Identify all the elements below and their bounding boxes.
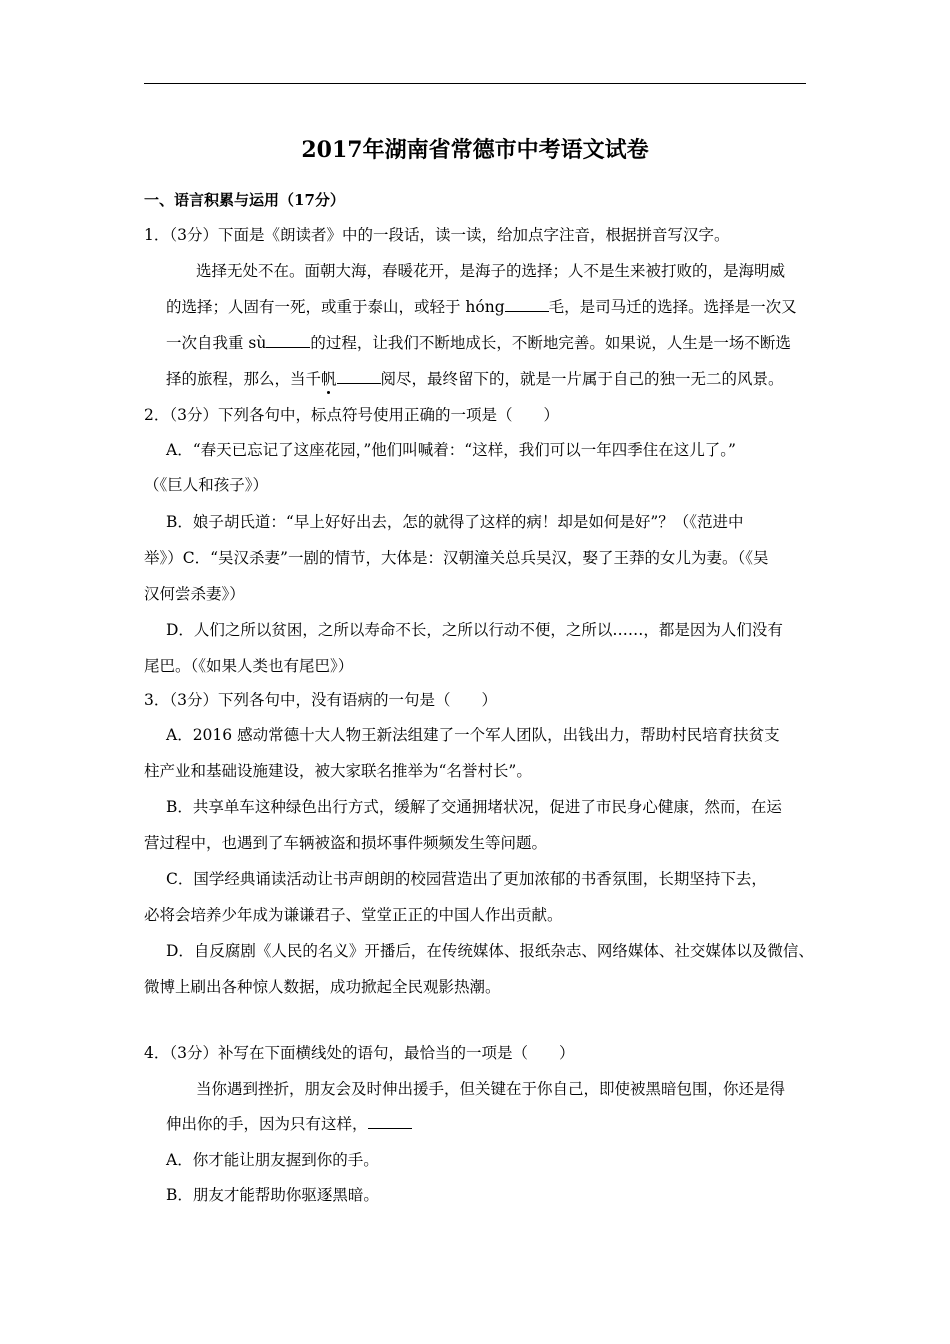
answer-blank[interactable]: [266, 333, 310, 348]
q2-option-d-cont: 尾巴。（《如果人类也有尾巴》）: [144, 657, 354, 675]
page-title: 2017年湖南省常德市中考语文试卷: [301, 137, 649, 163]
q3-stem: 3．（3分）下列各句中，没有语病的一句是（ ）: [144, 691, 497, 709]
q4-option-b: B．朋友才能帮助你驱逐黑暗。: [166, 1186, 379, 1204]
q1-passage-line: [166, 296, 797, 318]
q4-passage-line: [166, 1113, 412, 1135]
q4-stem: 4．（3分）补写在下面横线处的语句，最恰当的一项是（ ）: [144, 1044, 575, 1062]
q3-option-a: A．2016 感动常德十大人物王新法组建了一个军人团队，出钱出力，帮助村民培育扶贫支: [166, 726, 780, 744]
q3-option-d-cont: 微博上刷出各种惊人数据，成功掀起全民观影热潮。: [144, 978, 501, 996]
q1-passage-text: 择的旅程，那么，当千: [166, 370, 322, 388]
section-heading: 一、语言积累与运用（17分）: [144, 191, 345, 209]
q2-option-a-cont: （《巨人和孩子》）: [144, 476, 269, 494]
q2-option-b-cont: 举》）C．“吴汉杀妻”一剧的情节，大体是：汉朝潼关总兵吴汉，娶了王莽的女儿为妻。（《吴: [144, 549, 769, 567]
q1-stem: 1．（3分）下面是《朗读者》中的一段话，读一读，给加点字注音，根据拼音写汉字。: [144, 226, 730, 244]
q3-option-b-cont: 营过程中，也遇到了车辆被盗和损坏事件频频发生等问题。: [144, 834, 548, 852]
q1-passage-text: 一次自我重 sù: [166, 334, 267, 352]
q4-passage-line: 当你遇到挫折，朋友会及时伸出援手，但关键在于你自己，即使被黑暗包围，你还是得: [196, 1080, 786, 1098]
header-rule: [144, 83, 806, 84]
q2-option-b: B．娘子胡氏道：“早上好好出去，怎的就得了这样的病！却是如何是好”？（《范进中: [166, 513, 744, 531]
q2-option-a: A．“春天已忘记了这座花园，”他们叫喊着：“这样，我们可以一年四季住在这儿了。”: [166, 441, 736, 459]
answer-blank[interactable]: [368, 1114, 412, 1129]
q2-stem: 2．（3分）下列各句中，标点符号使用正确的一项是（ ）: [144, 406, 559, 424]
q3-option-c-cont: 必将会培养少年成为谦谦君子、堂堂正正的中国人作出贡献。: [144, 906, 563, 924]
q1-passage-line: 选择无处不在。面朝大海，春暖花开，是海子的选择；人不是生来被打败的，是海明威: [196, 262, 786, 280]
q1-passage-text: 阅尽，最终留下的，就是一片属于自己的独一无二的风景。: [380, 370, 784, 388]
answer-blank[interactable]: [505, 297, 549, 312]
q3-option-c: C．国学经典诵读活动让书声朗朗的校园营造出了更加浓郁的书香氛围，长期坚持下去，: [166, 870, 767, 888]
dotted-character: 帆: [321, 370, 337, 388]
q1-passage-line: [166, 368, 784, 390]
q1-passage-text: 毛，是司马迁的选择。选择是一次又: [548, 298, 797, 316]
q2-option-c-cont: 汉何尝杀妻》）: [144, 585, 245, 603]
q1-passage-text: 的过程，让我们不断地成长，不断地完善。如果说，人生是一场不断选: [310, 334, 791, 352]
q3-option-b: B．共享单车这种绿色出行方式，缓解了交通拥堵状况，促进了市民身心健康，然而，在运: [166, 798, 782, 816]
answer-blank[interactable]: [337, 369, 381, 384]
q4-passage-text: 伸出你的手，因为只有这样，: [166, 1115, 368, 1133]
q3-option-a-cont: 柱产业和基础设施建设，被大家联名推举为“名誉村长”。: [144, 762, 532, 780]
q3-option-d: D．自反腐剧《人民的名义》开播后，在传统媒体、报纸杂志、网络媒体、社交媒体以及微信、: [166, 942, 814, 960]
q2-option-d: D．人们之所以贫困，之所以寿命不长，之所以行动不便，之所以……，都是因为人们没有: [166, 621, 783, 639]
q4-option-a: A．你才能让朋友握到你的手。: [166, 1151, 379, 1169]
q1-passage-line: [166, 332, 791, 354]
q1-passage-text: 的选择；人固有一死，或重于泰山，或轻于 hóng: [166, 298, 505, 316]
